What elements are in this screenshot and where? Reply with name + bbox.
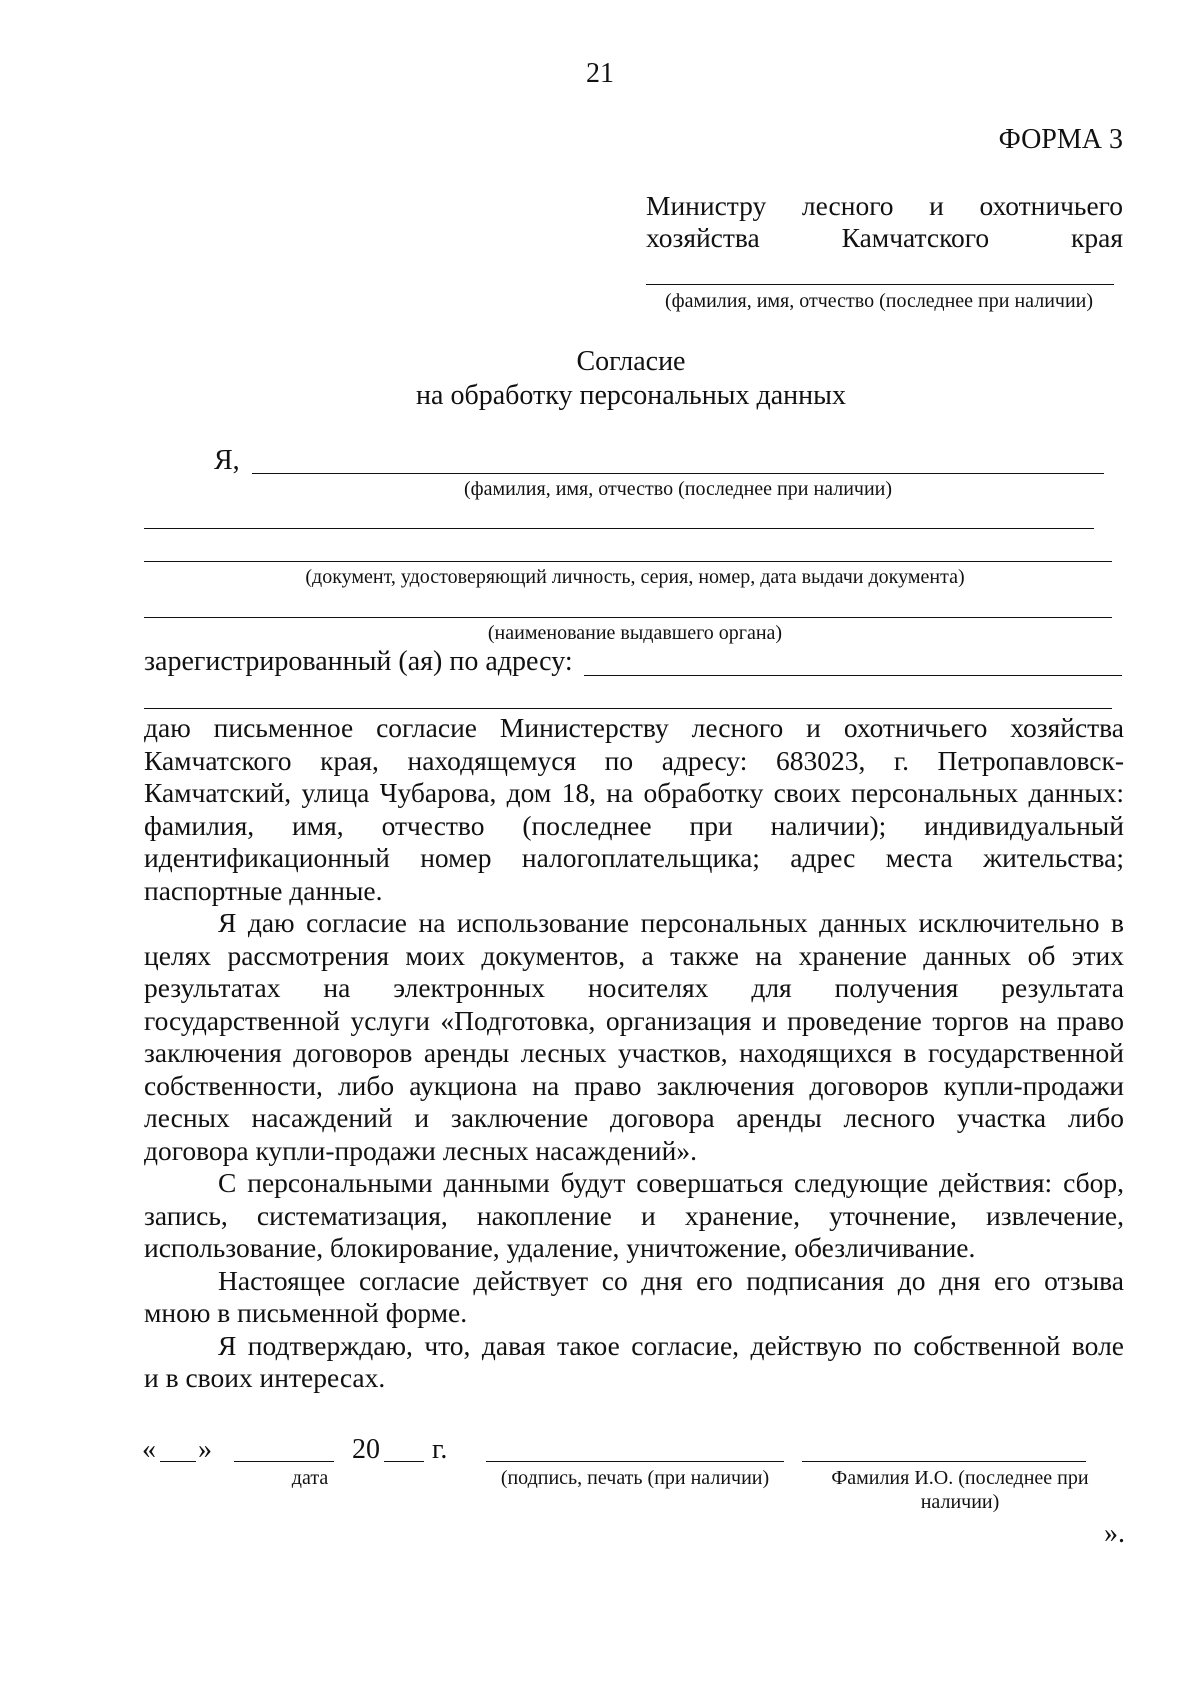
name-caption-line-1: Фамилия И.О. (последнее при (831, 1467, 1089, 1489)
addressee-line-2: хозяйства Камчатского края (646, 222, 1123, 253)
issuer-input-line[interactable] (144, 617, 1112, 618)
address-label: зарегистрированный (ая) по адресу: (144, 646, 573, 677)
closing-mark: ». (1104, 1518, 1125, 1549)
p2-line-8: договора купли-продажи лесных насаждений». (144, 1134, 697, 1166)
p3-line-1: С персональными данными будут совершаться следующие действия: сбор, (218, 1167, 1124, 1198)
addressee-name-line[interactable] (646, 284, 1114, 285)
date-day-line[interactable] (160, 1461, 196, 1462)
p3-line-2: запись, систематизация, накопление и хранение, уточнение, извлечение, (144, 1199, 1124, 1231)
p2-line-6: собственности, либо аукциона на право заключения договоров купли-продажи (144, 1069, 1124, 1101)
p2-line-7: лесных насаждений и заключение договора аренды лесного участка либо (144, 1102, 1124, 1133)
issuer-caption: (наименование выдавшего органа) (487, 622, 783, 644)
date-caption: дата (291, 1467, 329, 1489)
date-year-prefix: 20 (352, 1434, 380, 1465)
p1-line-3: Камчатский, улица Чубарова, дом 18, на обработку своих персональных данных: (144, 777, 1124, 808)
title-line-2: на обработку персональных данных (416, 380, 846, 411)
document-input-line[interactable] (144, 561, 1112, 562)
signature-line[interactable] (486, 1461, 784, 1462)
name-line[interactable] (802, 1461, 1086, 1462)
address-input-line[interactable] (584, 675, 1122, 676)
p1-line-1: даю письменное согласие Министерству лесного и охотничьего хозяйства (144, 712, 1124, 743)
addressee-caption: (фамилия, имя, отчество (последнее при наличии) (664, 290, 1094, 312)
p1-line-5: идентификационный номер налогоплательщика; адрес места жительства; (144, 842, 1124, 873)
title-line-1: Согласие (576, 346, 686, 377)
name-caption-line-2: наличии) (920, 1491, 1000, 1513)
p2-line-2: целях рассмотрения моих документов, а также на хранение данных об этих (144, 939, 1124, 971)
p5-line-1: Я подтверждаю, что, давая такое согласие, действую по собственной воле (218, 1329, 1124, 1361)
addressee-line-1: Министру лесного и охотничьего (646, 190, 1123, 221)
document-caption: (документ, удостоверяющий личность, серия, номер, дата выдачи документа) (305, 566, 965, 588)
signature-caption: (подпись, печать (при наличии) (500, 1467, 770, 1489)
p4-line-1: Настоящее согласие действует со дня его подписания до дня его отзыва (218, 1264, 1124, 1296)
form-label: ФОРМА 3 (998, 124, 1123, 155)
date-year-suffix: г. (432, 1434, 448, 1465)
p5-line-2: и в своих интересах. (144, 1362, 386, 1393)
date-close-quote: » (198, 1434, 212, 1465)
p1-line-6: паспортные данные. (144, 874, 383, 906)
page-number: 21 (586, 58, 614, 89)
p2-line-4: государственной услуги «Подготовка, организация и проведение торгов на право (144, 1004, 1124, 1036)
fio-continuation-line[interactable] (144, 528, 1094, 529)
date-open-quote: « (142, 1434, 156, 1465)
p1-line-4: фамилия, имя, отчество (последнее при наличии); индивидуальный (144, 809, 1124, 841)
p2-line-3: результатах на электронных носителях для получения результата (144, 972, 1124, 1003)
fio-input-line[interactable] (252, 473, 1104, 474)
p2-line-1: Я даю согласие на использование персональных данных исключительно в (218, 907, 1124, 938)
fio-caption: (фамилия, имя, отчество (последнее при наличии) (463, 478, 893, 500)
date-month-line[interactable] (234, 1461, 334, 1462)
ya-label: Я, (214, 445, 240, 476)
p4-line-2: мною в письменной форме. (144, 1297, 468, 1328)
address-continuation-line[interactable] (144, 708, 1112, 709)
p2-line-5: заключения договоров аренды лесных участков, находящихся в государственной (144, 1037, 1124, 1068)
p1-line-2: Камчатского края, находящемуся по адресу: 683023, г. Петропавловск- (144, 744, 1124, 776)
date-year-line[interactable] (384, 1461, 424, 1462)
p3-line-3: использование, блокирование, удаление, уничтожение, обезличивание. (144, 1232, 976, 1263)
